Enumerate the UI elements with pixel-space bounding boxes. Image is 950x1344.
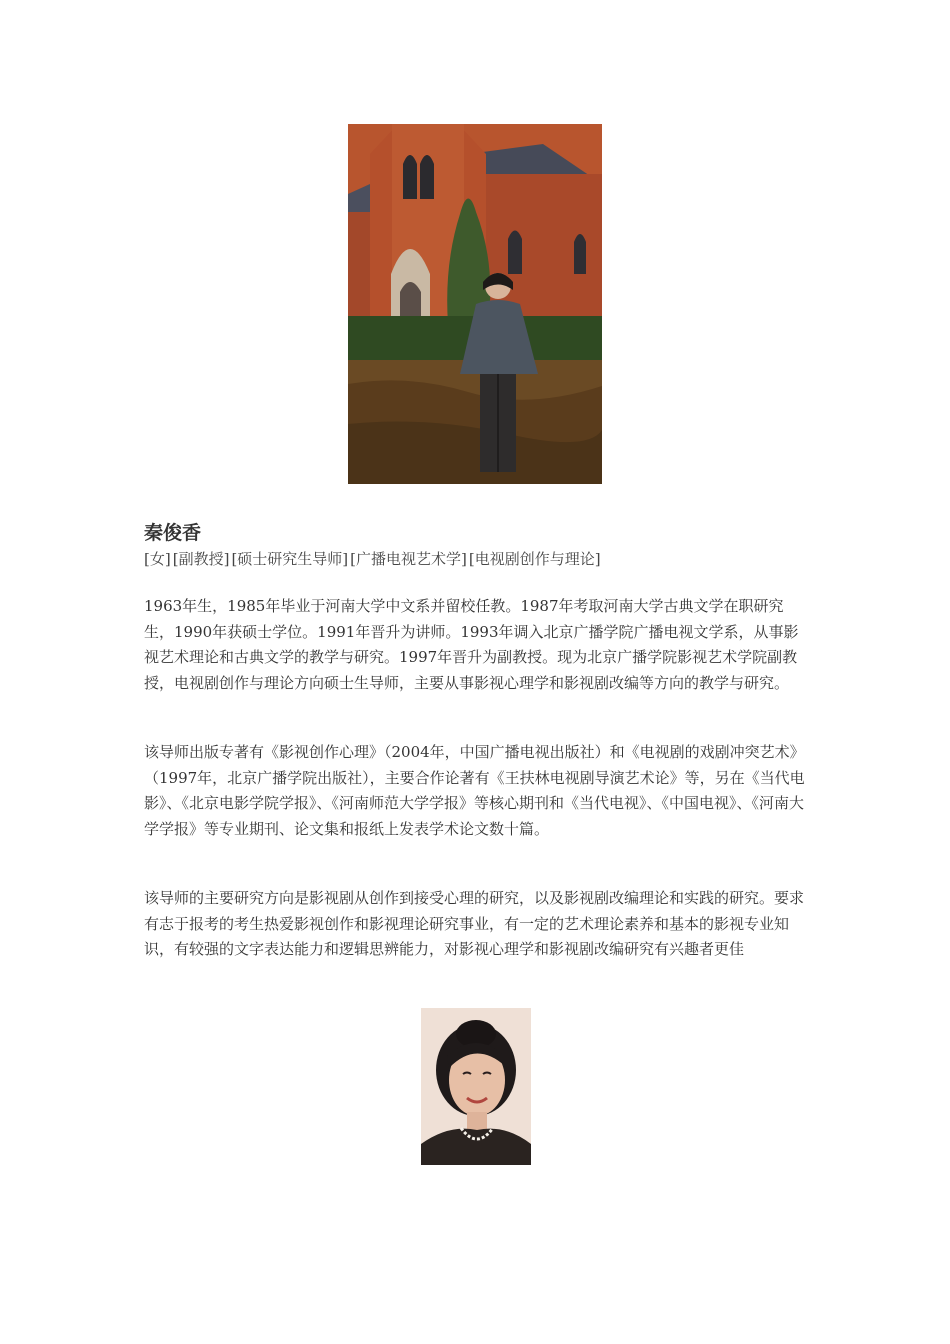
tag-advisor-level: [硕士研究生导师] [231, 550, 349, 568]
bio-paragraph: 1963年生，1985年毕业于河南大学中文系并留校任教。1987年考取河南大学古典文学在职研究生，1990年获硕士学位。1991年晋升为讲师。1993年调入北京广播学院广播电视文学系，从事影视艺术理论和古典文学的教学与研究。1997年晋升为副教授。现为北京广播学院影视艺术学院副教授，电视剧创作与理论方向硕士生导师，主要从事影视心理学和影视剧改编等方向的教学与研究。 [144, 597, 799, 692]
research-direction-paragraph: 该导师的主要研究方向是影视剧从创作到接受心理的研究，以及影视剧改编理论和实践的研究。要求有志于报考的考生热爱影视创作和影视理论研究事业，有一定的艺术理论素养和基本的影视专业知识，有较强的文字表达能力和逻辑思辨能力，对影视心理学和影视剧改编研究有兴趣者更佳 [144, 889, 805, 958]
photo-headshot [421, 1008, 531, 1165]
tag-discipline: [广播电视艺术学] [350, 550, 467, 568]
teacher-tags [144, 548, 601, 570]
tag-gender: [女] [144, 550, 171, 568]
teacher-name: 秦俊香 [144, 522, 202, 544]
church-portrait-image [348, 124, 602, 484]
tag-title: [副教授] [172, 550, 230, 568]
publications-paragraph: 该导师出版专著有《影视创作心理》（2004年，中国广播电视出版社）和《电视剧的戏剧冲突艺术》（1997年，北京广播学院出版社），主要合作论著有《王扶林电视剧导演艺术论》等，另在《当代电影》、《北京电影学院学报》、《河南师范大学学报》等核心期刊和《当代电视》、《中国电视》、《河南大学学报》等专业期刊、论文集和报纸上发表学术论文数十篇。 [144, 743, 805, 838]
headshot-image [421, 1008, 531, 1165]
photo-church-portrait [348, 124, 602, 484]
tag-research-area: [电视剧创作与理论] [468, 550, 601, 568]
